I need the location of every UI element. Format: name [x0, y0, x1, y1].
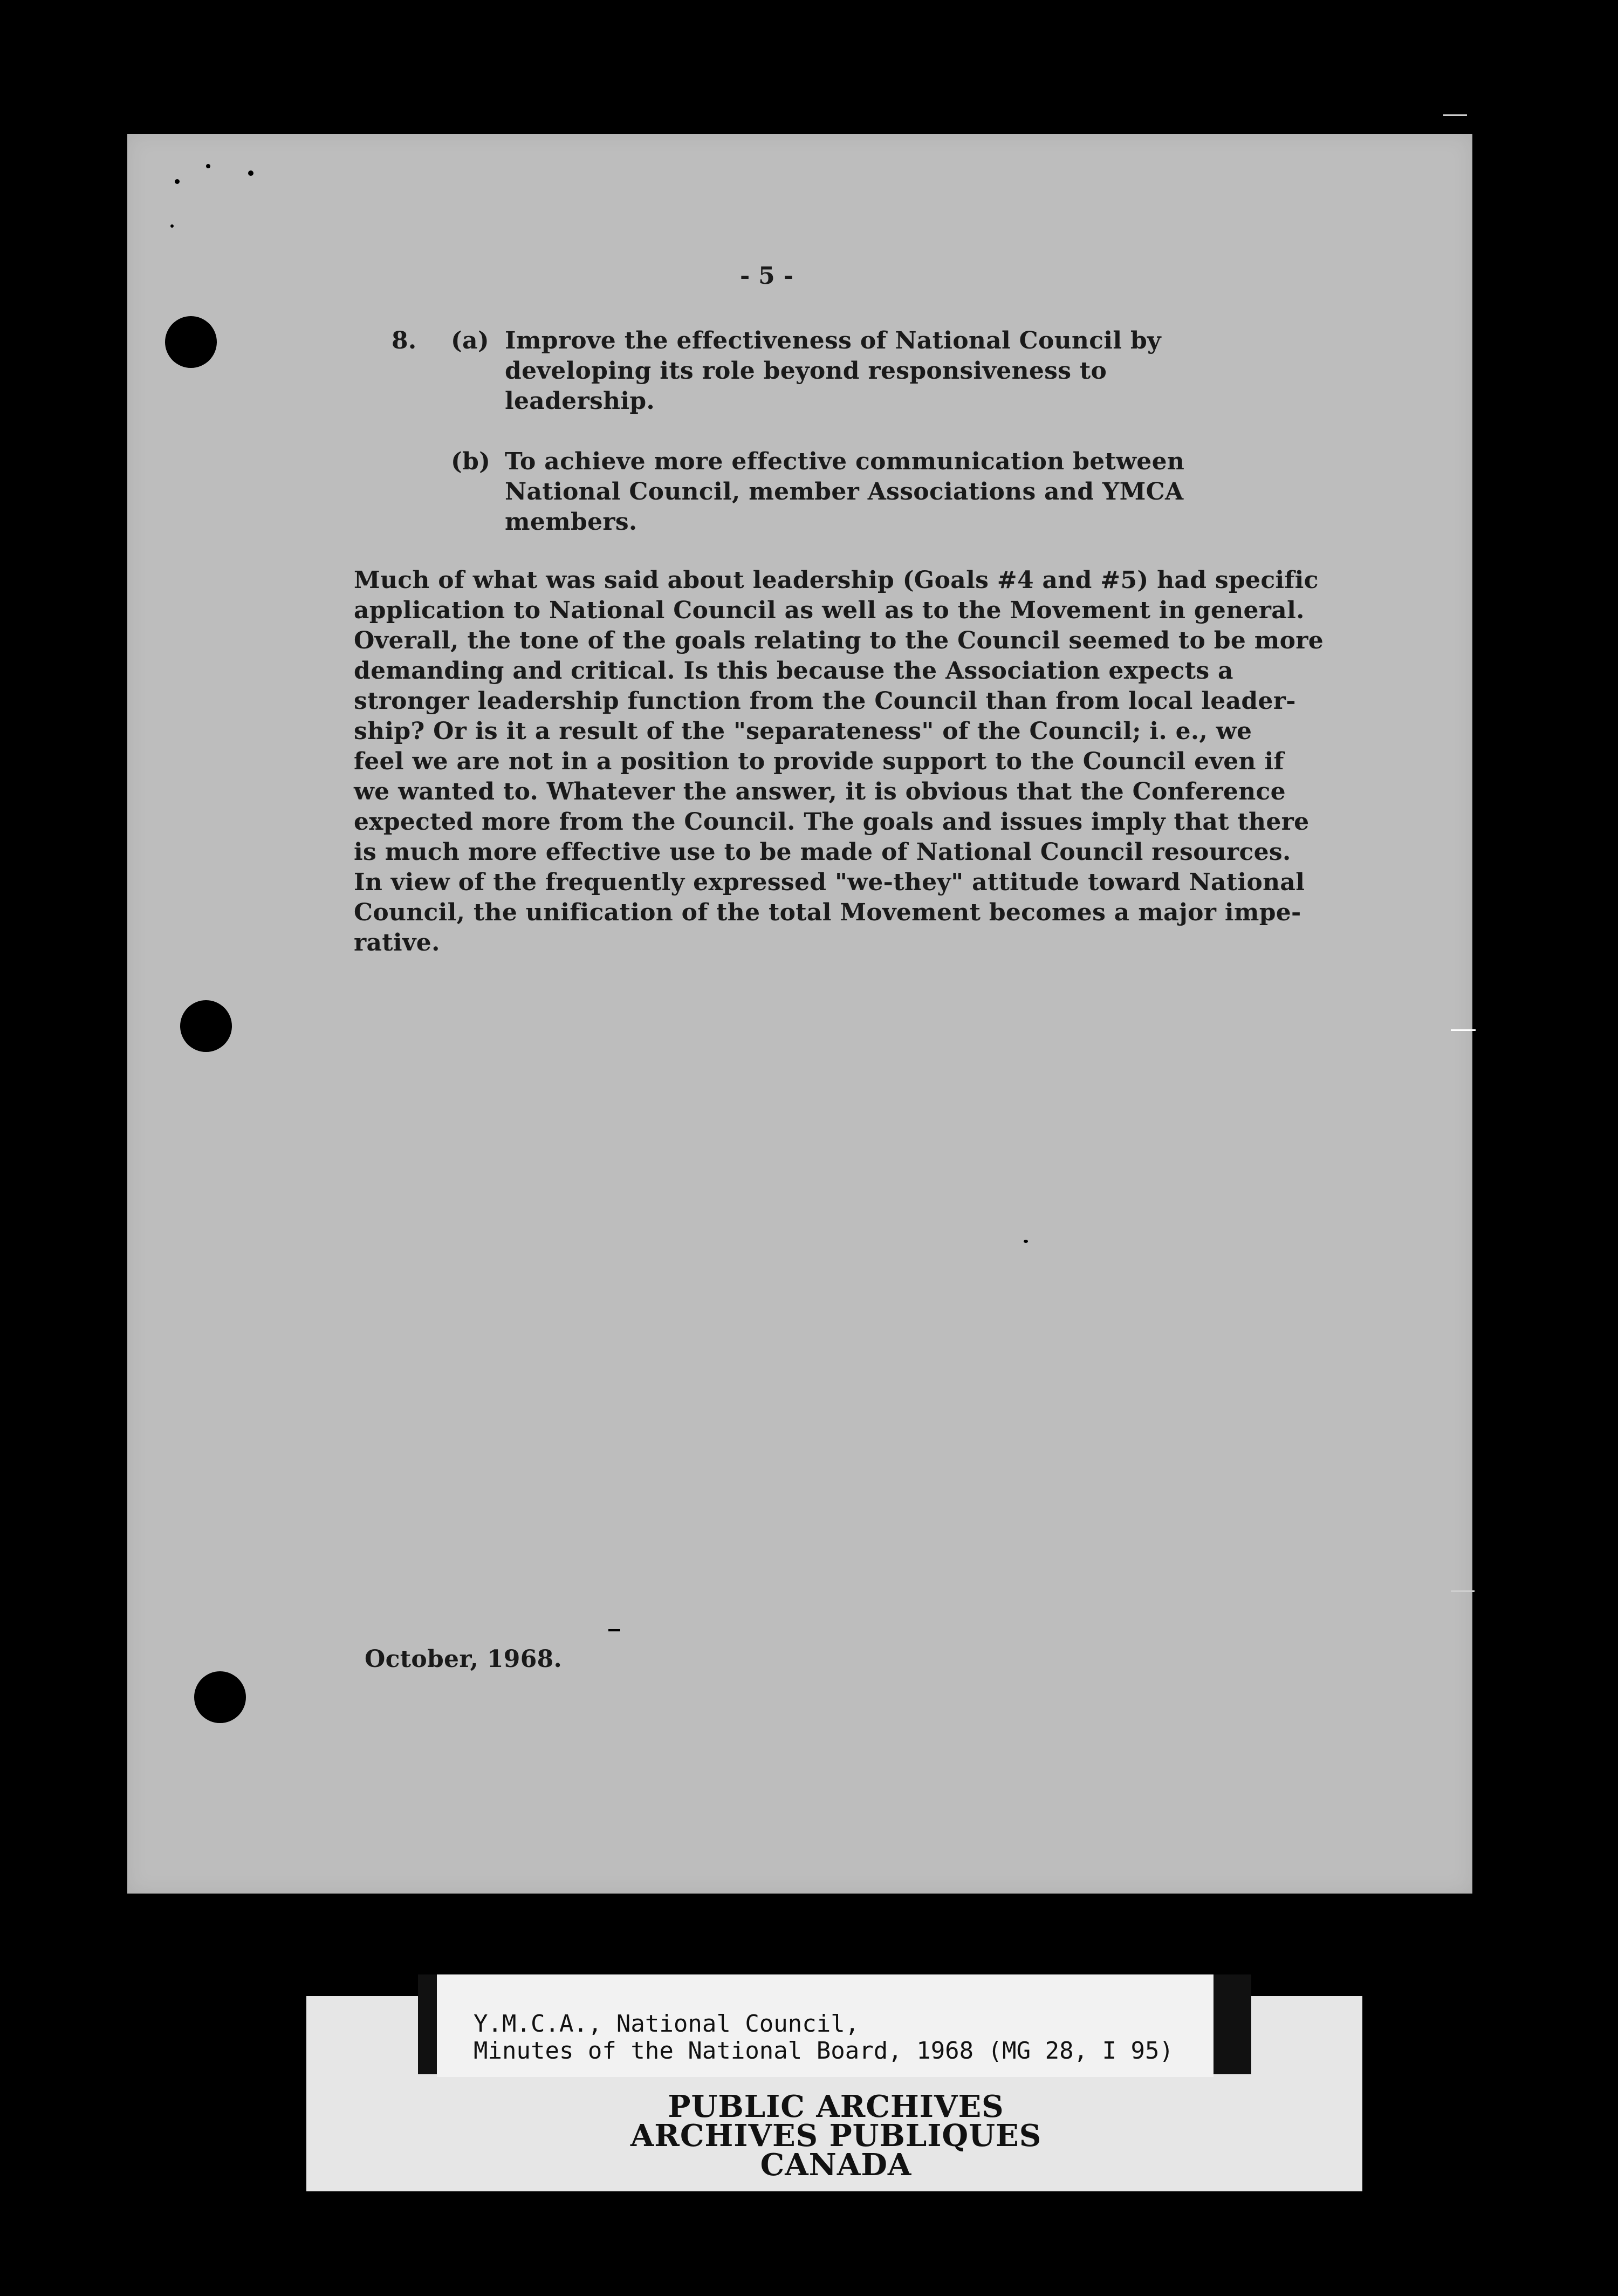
paragraph-line: is much more effective use to be made of National Council resources. — [354, 838, 1291, 866]
paragraph-line: feel we are not in a position to provide support to the Council even if — [354, 748, 1284, 775]
item-b-line: To achieve more effective communication between — [505, 448, 1185, 475]
item-b-line: National Council, member Associations and YMCA — [505, 478, 1184, 505]
label-shadow-left — [418, 1974, 438, 2074]
label-shadow-right — [1214, 1974, 1251, 2074]
paragraph-line: demanding and critical. Is this because the Association expects a — [354, 657, 1233, 685]
archive-reference-line-1: Y.M.C.A., National Council, — [474, 2010, 860, 2038]
paragraph-line: rative. — [354, 929, 440, 956]
paragraph-line: stronger leadership function from the Council than from local leader- — [354, 687, 1296, 715]
paragraph-line: expected more from the Council. The goals and issues imply that there — [354, 808, 1310, 836]
item-a-label: (a) — [451, 327, 490, 354]
speck-mark — [248, 170, 253, 176]
item-a-line: leadership. — [505, 387, 655, 415]
item-a-line: developing its role beyond responsiveness to — [505, 357, 1107, 385]
edge-mark — [1443, 114, 1467, 116]
punch-hole-top — [165, 316, 217, 368]
body-paragraph — [354, 565, 1335, 958]
speck-mark — [608, 1629, 620, 1631]
item-a-line: Improve the effectiveness of National Council by — [505, 327, 1161, 354]
paragraph-line: Much of what was said about leadership (Goals #4 and #5) had specific — [354, 566, 1319, 594]
speck-mark — [170, 224, 174, 228]
item-a-text — [505, 326, 1206, 416]
punch-hole-bottom — [194, 1671, 246, 1723]
archives-stamp-line-3: CANADA — [760, 2147, 912, 2183]
item-b-label: (b) — [451, 448, 491, 475]
item-b-text — [505, 447, 1206, 537]
paragraph-line: Council, the unification of the total Movement becomes a major impe- — [354, 899, 1301, 926]
archives-stamp-line-1: PUBLIC ARCHIVES — [668, 2089, 1004, 2124]
item-b-line: members. — [505, 508, 637, 536]
speck-mark — [1024, 1240, 1028, 1243]
paragraph-line: In view of the frequently expressed "we-they" attitude toward National — [354, 869, 1305, 896]
speck-mark — [206, 164, 210, 168]
edge-mark — [1451, 1029, 1476, 1031]
speck-mark — [175, 179, 180, 184]
paragraph-line: Overall, the tone of the goals relating to the Council seemed to be more — [354, 627, 1324, 654]
edge-mark — [1451, 1590, 1475, 1592]
paragraph-line: ship? Or is it a result of the "separateness" of the Council; i. e., we — [354, 718, 1252, 745]
paragraph-line: application to National Council as well as to the Movement in general. — [354, 597, 1305, 624]
punch-hole-middle — [180, 1000, 232, 1052]
item-number: 8. — [392, 327, 417, 354]
page-number: - 5 - — [740, 262, 794, 290]
archives-stamp-line-2: ARCHIVES PUBLIQUES — [630, 2118, 1042, 2154]
document-date: October, 1968. — [365, 1645, 563, 1673]
archive-reference-line-2: Minutes of the National Board, 1968 (MG 28, I 95) — [474, 2037, 1174, 2065]
document-page — [127, 134, 1472, 1894]
paragraph-line: we wanted to. Whatever the answer, it is obvious that the Conference — [354, 778, 1286, 805]
